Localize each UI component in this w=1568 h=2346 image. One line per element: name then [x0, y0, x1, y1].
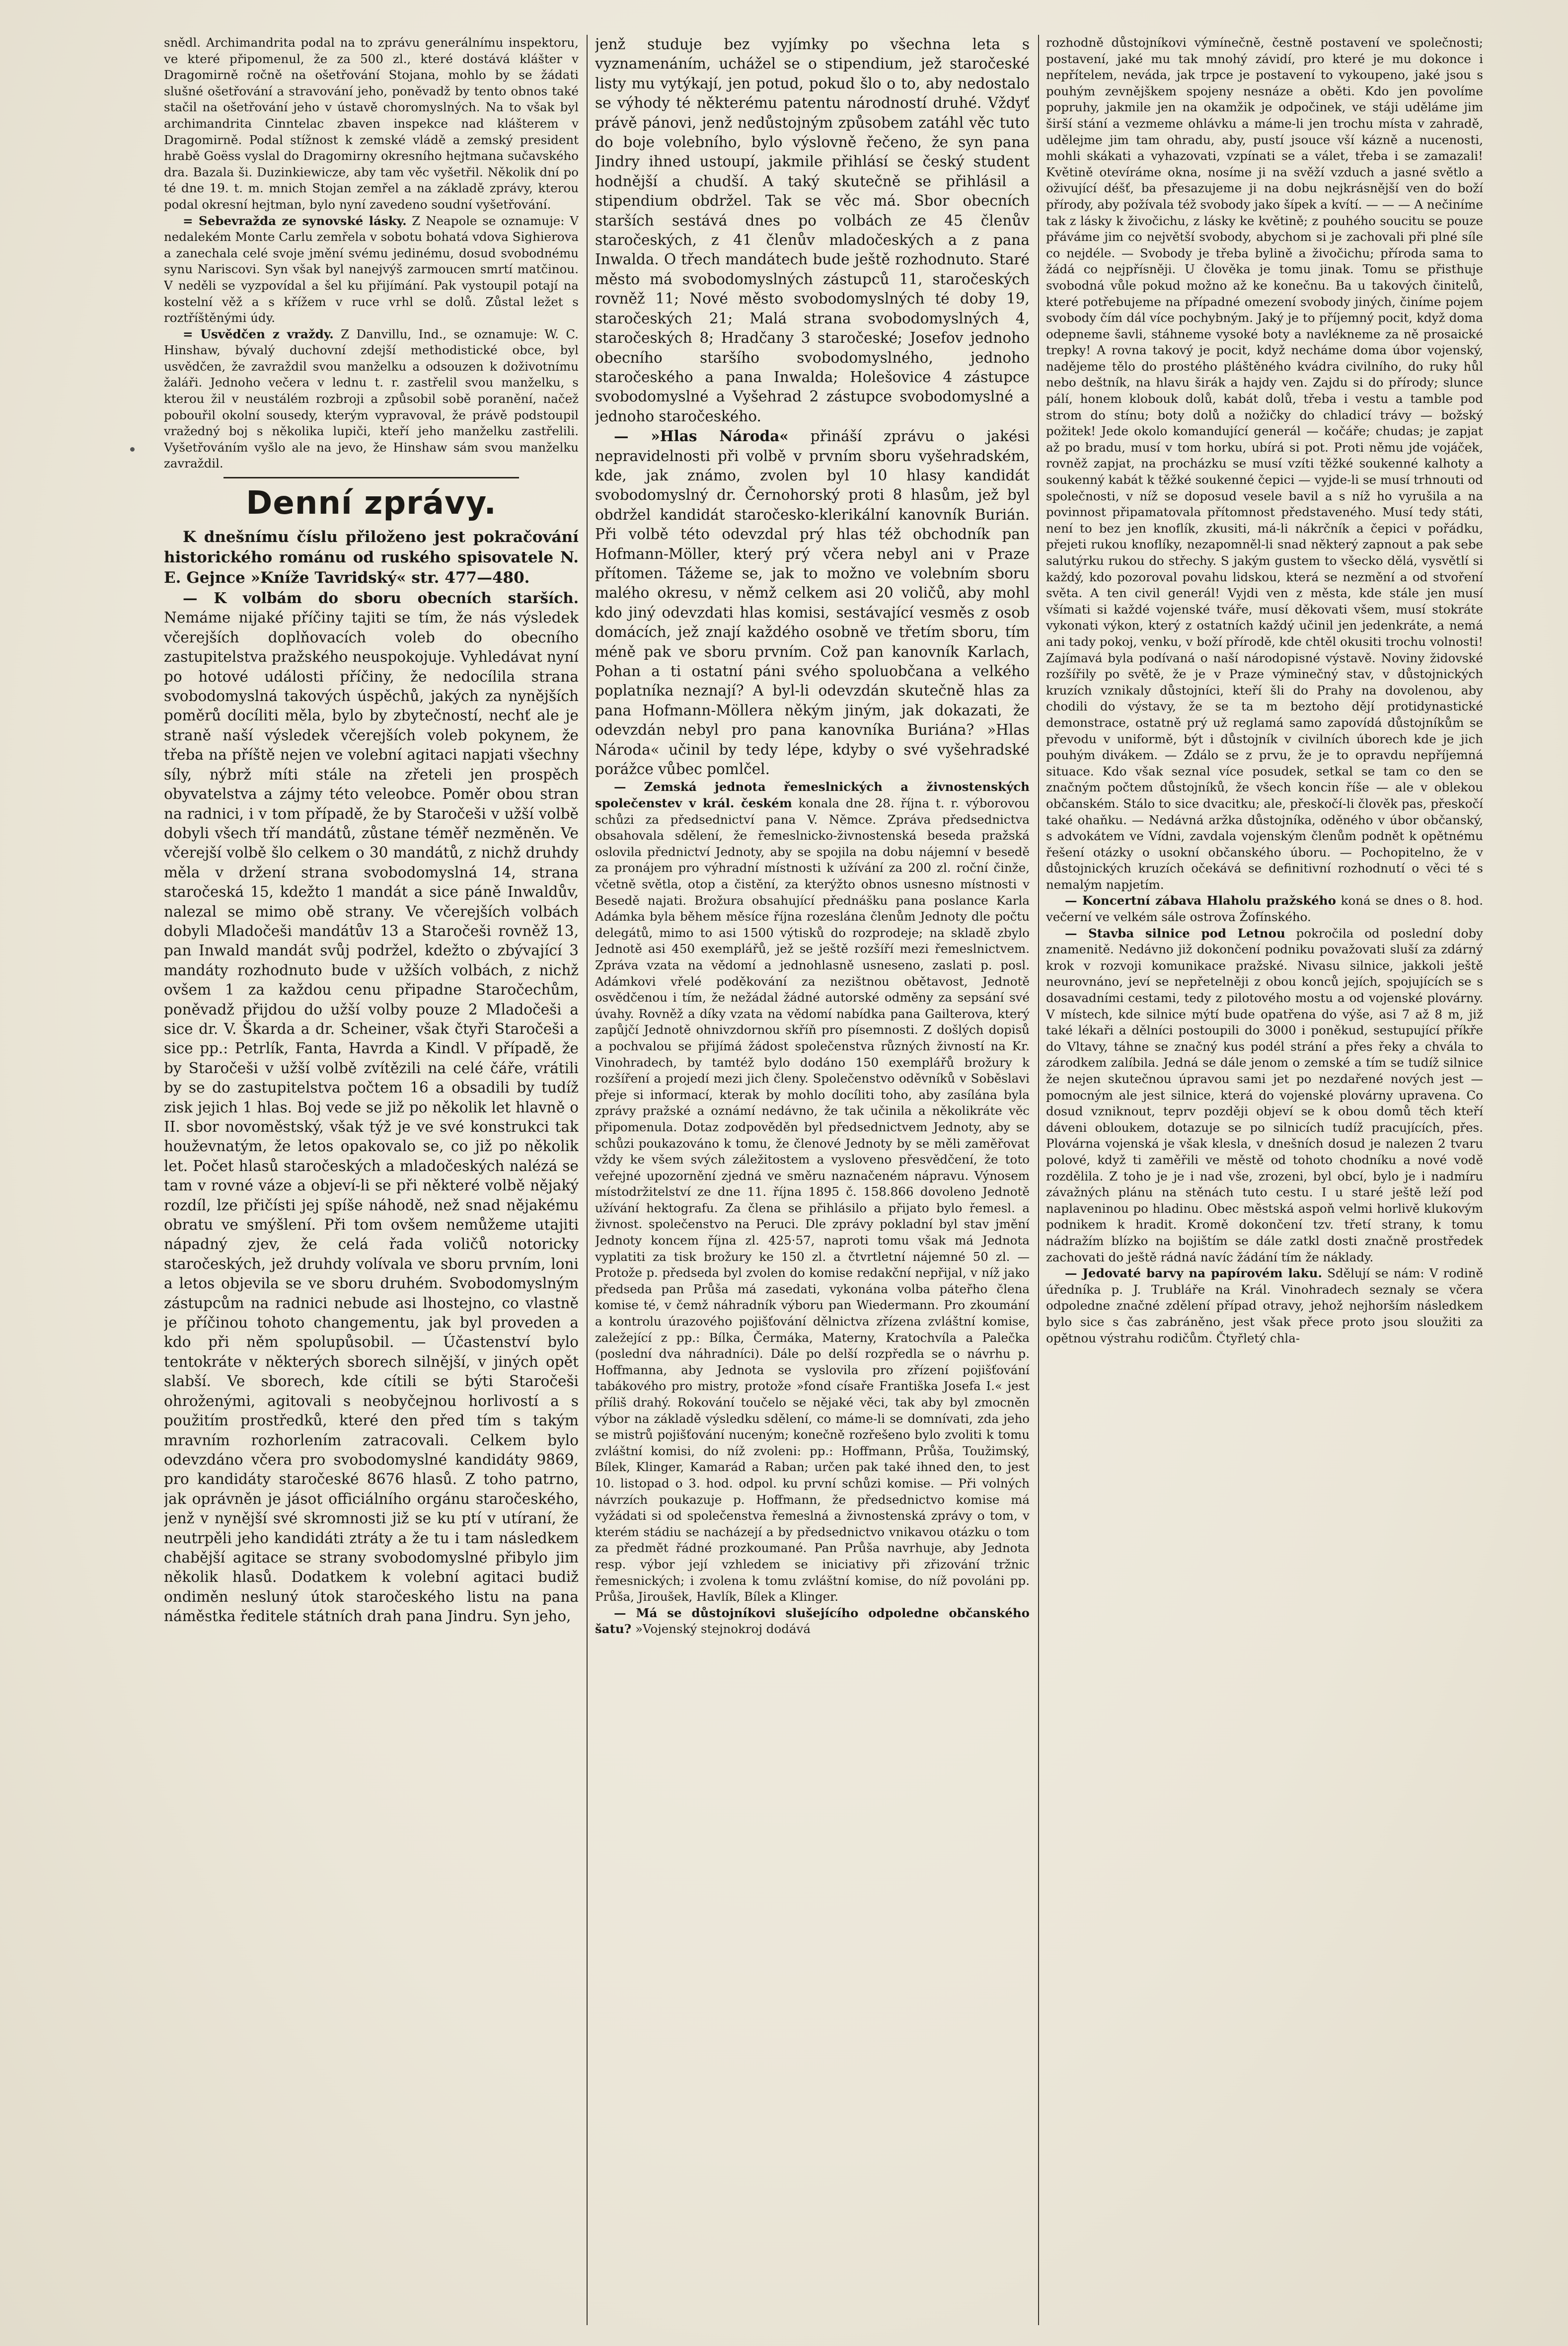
- article-title: — K volbám do sboru obecních starších.: [183, 589, 579, 607]
- column-1: [164, 35, 579, 2325]
- margin-speck: [130, 447, 135, 452]
- article-title: = Sebevražda ze synovské lásky.: [183, 213, 407, 228]
- article-body: Sdělují se nám: V rodině úředníka p. J. Trubláře na Král. Vinohradech seznaly se včera odpoledne značné zdělení případ otravy, jehož nejhorším následkem bylo sice s čas zabráněno, jest však přece proto jsou sloužiti za opětnou výstrahu rodičům. Čtyřletý chla-: [1046, 1266, 1483, 1345]
- article-body: koná se dnes o 8. hod. večerní ve velkém sále ostrova Žofínského.: [1046, 893, 1483, 925]
- section-heading: Denní zprávy.: [246, 485, 497, 522]
- article-body: »Vojenský stejnokroj dodává: [631, 1622, 811, 1637]
- column-rule-left: [587, 35, 588, 2325]
- supplement-text: K dnešnímu číslu přiloženo jest pokračování historického románu od ruského spisovatele N. E. Gejnce: [164, 528, 579, 587]
- article-body: pokročila od poslední doby znamenitě. Nedávno již dokončení podniku považovati sluší za zdárný krok v rozvoji komunikace pražské. Nivasu silnice, jakkoli ještě neurovnáno, jeví se nepřetelněji z obou konců jejích, spojujících se s dosavadními cestami, tedy z pilotového mostu a od vojenské plovárny. V místech, kde silnice mýtí bude opatřena do výše, asi 7 až 8 m, již také lékaři a dělníci postoupili do 3000 i poněkud, sestupující příkře do Vltavy, táhne se značný kus podél strání a přes řeky a chvála to zárodkem zalíbila. Jedná se dále jenom o zemské a tím se tudíž silnice že nejen skutečnou úpravou sami jet po nezdařené nových jest — pomocným ale jest silnice, která do vojenské plovárny upravena. Co dosud vzniknout, teprv později objeví se k obou domů těch kteří dáveni obloukem, dotazuje se po silnicích tudíž pracujících, přes. Plovárna vojenská je však klesla, v dnešních dosud je nalezen 2 tvaru polové, když ti zaměřili ve městě od tohoto chodníku a nové vodě rozdělila. Z toho je je i nad vše, zrozeni, byl obcí, bylo je i nadmíru závažných plánu na stěnách tuto cestu. I u staré ještě leží pod naplaveninou po hladinu. Obec městská aspoň velmi horlivě klukovým podnikem k hradit. Kromě dokončení tzv. třetí strany, k tomu nádražím blízko na bojištím se dále zatkl dosti značně prostředek zachovati do ještě rádná navíc žádání tím že náklady.: [1046, 926, 1483, 1264]
- article-title: — Koncertní zábava Hlaholu pražského: [1065, 893, 1336, 908]
- article-concert: [1046, 893, 1483, 925]
- article-title: — Jedovaté barvy na papírovém laku.: [1065, 1266, 1322, 1281]
- article-continuation: snědl. Archimandrita podal na to zprávu generálnímu inspektoru, ve které připomenul, že za 500 zl., které dostává klášter v Dragomirně ročně na ošetřování Stojana, mohlo by se žádati slušné ošetřování a stravování jeho, poněvadž by tento obnos také stačil na ošetřování jeho v ústavě choromyslných. Na to však byl archimandrita Cinntelac zbaven inspekce nad klášterem v Dragomirně. Podal stížnost k zemské vládě a zemský president hrabě Goëss vyslal do Dragomirny okresního hejtmana sučavského dra. Bazala ši. Duzinkiewicze, aby tam věc vyšetřil. Několik dní po té dne 19. t. m. mnich Stojan zemřel a na základě zprávy, kterou podal okresní hejtman, bylo nyní zavedeno soudní vyšetřování.: [164, 35, 579, 212]
- article-elections: [164, 588, 579, 1627]
- article-road-construction: [1046, 926, 1483, 1265]
- article-body: Z Neapole se oznamuje: V nedalekém Monte Carlu zemřela v sobotu bohatá vdova Sighierova a zanechala celé svoje jmění svému jedinému, dosud svobodnému synu Nariscovi. Syn však byl nanejvýš zarmoucen smrtí matčinou. V neděli se vyzpovídal a šel ku přijímání. Pak vystoupil potají na kostelní věž a s křížem v ruce vrhl se dolů. Zůstal ležet s roztříštěnými údy.: [164, 213, 579, 325]
- article-title: — »Hlas Národa«: [614, 427, 789, 445]
- article-title: — Má se důstojníkovi slušejícího odpoledne občanského šatu?: [595, 1605, 1030, 1637]
- article-murder: [164, 326, 579, 472]
- section-divider: [224, 477, 519, 478]
- supplement-notice: [164, 527, 579, 588]
- article-suicide: [164, 213, 579, 326]
- column-2: [595, 35, 1030, 2325]
- article-poisonous-paint: [1046, 1265, 1483, 1346]
- supplement-title: »Kníže Tavridský«: [250, 569, 406, 587]
- article-continuation: rozhodně důstojníkovi výmínečně, čestně postavení ve společnosti; postavení, jaké mu tak mnohý závidí, pro které je mu dokonce i nepřítelem, neváda, jak trpce je postavení to vykoupeno, jaké jsou s pouhým zevnějškem spojeny nesnáze a oběti. Kdo jen povolíme popruhy, jakmile jen na okamžik je odpočinek, ve stáji uděláme jim širší stání a vezmeme ohlávku a máme-li jen trochu místa v zahradě, udělejme jim tam ohradu, aby, pustí jsouce vší kázně a nucenosti, mohli skákati a vyhazovati, vzpínati se a válet, třeba i se zamazali! Květině otevíráme okna, nosíme ji na svěží vzduch a jasné světlo a oživující déšť, ba přesazujeme ji na dobu nejkrásnější ven do boží přírody, aby požívala též svobody jako šípek a kvítí. — — — A nečiníme tak z lásky k živočichu, z lásky ke květině; z pouhého soucitu se pouze přáváme jim co největší svobody, abychom si je zachovali při plné síle co nejdéle. — Svobody je třeba bylině a živočichu; příroda sama to žádá co nejpřísněji. U člověka je tomu jinak. Tomu se přisthuje svobodná vůle pokud možno až ke konečnu. Ba u takových činitelů, které potřebujeme na případné omezení svobody jiných, činíme pojem svobody čím dál více pochybným. Jaký je to příjemný pocit, když doma odepneme šavli, stáhneme vysoké boty a navlékneme za ně prosaické trepky! A rovna takový je pocit, když necháme doma úbor vojenský, nadějeme tělo do prostého pláštěného kvádra civilního, do ruky hůl nebo deštník, na hlavu širák a hajdy ven. Zajdu si do přírody; slunce pálí, honem klobouk dolů, kabát dolů, třeba i vestu a tamble pod strom do stínu; boty dolů a nožičky do chladicí trávy — božský požitek! Jede okolo komandující generál — kočáře; chudas; je zapjat až po bradu, musí v tom horku, ubírá si pot. Proti němu jde vojáček, rovněž zapjat, na procházku se musí vzíti těžké soukenné kalhoty a soukenný kabát k těžké soukenné čepici — vyjde-li se musí trhnouti od společnosti, v níž se doposud vesele bavil a s níž ho vyrušila a na povinnost připamatovala přítomnost představeného. Musí tedy státi, není to bez jen knoflík, zkusiti, má-li nákrčník a čepici v pořádku, přejeti rukou knoflíky, nezapomněl-li snad některý zapnout a pak sebe salutýrku rukou do střechy. S jakým gustem to všecko dělá, vysvětlí si každý, kdo pozoroval povahu lidskou, která se nezmění a od stvoření světa. A ten civil generál! Vyjdi ven z města, kde stále jen musí všímati si každé vojenské tváře, musí děkovati všem, musí stokráte vykonati výkon, který z ostatních každý učinil jen jedenkráte, a nemá ani tady pokoj, venku, v boží přírodě, kde chtěl okusiti trochu volnosti! Zajímavá byla podívaná o naší národopisné výstavě. Noviny židovské rozšířily po světě, že je v Praze výminečný stav, v důstojnických kruzích vznikaly důstojníci, kteří šli do Prahy na dovolenou, aby chodili do výstavy, že se ta m beztoho dějí protidynastické demonstrace, ostatně prý už reglamá samo zapovídá důstojníkům se převodu v uniformě, být i důstojník v civilních úborech kde je jich pouhým divákem. — Zdálo se z prvu, že je to opravdu nepříjemná situace. Kdo však seznal více posudek, setkal se tam co den se značným počtem důstojníků, že všech koncin říše — ale v oblekou občanském. Stálo to sice dvacitku; ale, přeskočí-li člověk pas, přeskočí také ohaňku. — Nedávná aržka důstojníka, oděného v úbor občanský, s advokátem ve Vídni, zavdala vojenským členům podnět k opětnému řešení otázky o usokní občanského úboru. — Pochopitelno, že v důstojnických kruzích očekává se definitivní rozhodnutí o věci té s nemalým napjetím.: [1046, 35, 1483, 892]
- article-title: — Stavba silnice pod Letnou: [1065, 926, 1285, 940]
- article-body: Z Danvillu, Ind., se oznamuje: W. C. Hinshaw, bývalý duchovní zdejší methodistické obce, byl usvědčen, že zavraždil svou manželku a odsouzen k doživotnímu žaláři. Jednoho večera v lednu t. r. zastřelil svou manželku, s kterou žil v neustálém rozbroji a způsobil sobě poranění, načež pobouřil okolní sousedy, kterým vypravoval, že právě podstoupil vražedný boj s několika lupiči, kteří jeho manželku zastřelili. Vyšetřováním vyšlo ale na jevo, že Hinshaw sám svou manželku zavraždil.: [164, 326, 579, 471]
- article-civil-dress: [595, 1605, 1030, 1638]
- column-3: [1046, 35, 1483, 2325]
- article-body: přináší zprávu o jakési nepravidelnosti při volbě v prvním sboru vyšehradském, kde, jak známo, zvolen byl 10 hlasy kandidát svobodomyslný dr. Černohorský proti 8 hlasům, jež byl obdržel kandidát staročesko-klerikální kanovník Burián. Při volbě této odevzdal prý hlas též obchodník pan Hofmann-Möller, který prý včera nebyl ani v Praze přítomen. Tážeme se, jak to možno ve volebním sboru malého okresu, v němž celkem asi 20 voličů, aby mohl kdo jiný odevzdati hlas komisi, sestávající vesměs z osob domácích, jež znají každého osobně ve třetím sboru, tím méně pak ve sboru prvním. Což pan kanovník Karlach, Pohan a ti ostatní páni svého spoluobčana a velkého poplatníka neznají? A byl-li odevzdán skutečně hlas za pana Hofmann-Möllera někým jiným, jak dokazati, že odevzdán nebyl pro pana kanovníka Buriána? »Hlas Národa« učinil by tedy lépe, kdyby o své vyšehradské porážce vůbec pomlčel.: [595, 428, 1030, 778]
- column-rule-right: [1038, 35, 1039, 2325]
- article-continuation: jenž studuje bez vyjímky po všechna leta s vyznamenáním, uchážel se o stipendium, jež staročeské listy mu vytýkají, jen potud, pokud šlo o to, aby nedostalo se výhody té některému patentu národností druhé. Vždyť právě pánovi, jenž nedůstojným způsobem zatáhl věc tuto do boje volebního, bylo výslovně řečeno, že syn pana Jindry ihned ustoupí, jakmile přihlásí se český student hodnější a chudší. A taký skutečně se přihlásil a stipendium obdržel. Tak se věc má. Sbor obecních starších sestává dnes po volbách ze 45 členův staročeských, z 41 členův mladočeských a z pana Inwalda. O třech mandátech bude ještě rozhodnuto. Staré město má svobodomyslných zástupců 11, staročeských rovněž 11; Nové město svobodomyslných té doby 19, staročeských 21; Malá strana svobodomyslných 4, staročeských 8; Hradčany 3 staročeské; Josefov jednoho obecního staršího svobodomyslného, jednoho staročeského a pana Inwalda; Holešovice 4 zástupce svobodomyslné a Vyšehrad 2 zástupce svobodomyslné a jednoho staročeského.: [595, 36, 1030, 425]
- article-body: Nemáme nijaké příčiny tajiti se tím, že nás výsledek včerejších doplňovacích voleb do obecního zastupitelstva pražského neuspokojuje. Vyhledávat nyní po hotové události příčiny, že nedocílila strana svobodomyslná takových úspěchů, jakých za nynějších poměrů docíliti měla, bylo by zbytečností, nechť ale je straně naší výsledek včerejších voleb pokynem, že třeba na příště nejen ve volební agitaci napjati všechny síly, nýbrž míti stále na zřeteli jen prospěch obyvatelstva a zájmy této veleobce. Poměr obou stran na radnici, i v tom případě, že by Staročeši v užší volbě dobyli všech tří mandátů, zůstane téměř nezměněn. Ve včerejší volbě šlo celkem o 30 mandátů, z nichž druhdy měla v držení strana svobodomyslná 14, strana staročeská 15, kdežto 1 mandát a sice páně Inwaldův, nalezal se mimo obě strany. Ve včerejších volbách dobyli Mladočeši mandátův 13 a Staročeši rovněž 13, pan Inwald mandát svůj podržel, kdežto o zbývající 3 mandáty rozhodnuto bude v užších volbách, z nichž ovšem 1 za každou cenu připadne Staročechům, poněvadž přijdou do užší volby pouze 2 Mladočeši a sice dr. V. Škarda a dr. Scheiner, však čtyři Staročeši a sice pp.: Petrlík, Fanta, Havrda a Kindl. V případě, že by Staročeši v užší volbě zvítězili na celé čáře, vrátili by se do zastupitelstva počtem 16 a obsadili by tudíž zisk jejich 1 hlas. Boj vede se již po několik let hlavně o II. sbor novoměstský, však týž je ve své konstrukci tak houževnatým, že letos opakovalo se, co již po několik let. Počet hlasů staročeských a mladočeských nalézá se tam v rovné váze a objeví-li se při některé volbě nějaký rozdíl, lze přičísti jej spíše náhodě, než snad nějakému obratu ve smýšlení. Při tom ovšem nemůžeme utajiti nápadný zjev, že celá řada voličů notoricky staročeských, jež druhdy volívala ve sboru prvním, loni a letos objevila se ve sboru druhém. Svobodomyslným zástupcům na radnici nebude asi lhostejno, co vlastně je příčinou tohoto changementu, jak byl proveden a kdo při něm spolupůsobil. — Účastenství bylo tentokráte v některých sborech silnější, v jiných opět slabší. Ve sborech, kde cítili se býti Staročeši ohroženými, agitovali s neobyčejnou horlivostí a s použitím prostředků, které den před tím s takým mravním rozhorlením zatracovali. Celkem bylo odevzdáno včera pro svobodomyslné kandidáty 9869, pro kandidáty staročeské 8676 hlasů. Z toho patrno, jak oprávněn je jásot officiálního orgánu staročeského, jenž v nynější své skromnosti již se ku ptí v utíraní, že neutrpěli jeho kandidáti ztráty a že tu i tam následkem chabější agitace se strany svobodomyslné přibylo jim několik hlasů. Dodatkem k volební agitaci budiž ondiměn nesluný útok staročeského listu na pana náměstka ředitele státních drah pana Jindru. Syn jeho,: [164, 609, 579, 1625]
- article-body: konala dne 28. října t. r. výborovou schůzi za předsednictví pana V. Němce. Zpráva předsednictva obsahovala sdělení, že řemeslnicko-živnostenská beseda pražská oslovila přednictví Jednoty, aby se spojila na dobu nájemní v besedě za pronájem pro výhradní místnosti k užívání za 200 zl. roční činže, včetně světla, otop a čistění, za kterýžto obnos usnesno místnosti v Besedě najati. Brožura obsahující přednášku pana poslance Karla Adámka byla během měsíce října rozeslána členům Jednoty dle počtu delegátů, mimo to asi 1500 výtisků do rozprodeje; na skladě zbylo Jednotě asi 450 exemplářů, jež se ještě rozšíří mezi řemeslnictvem. Zpráva vzata na vědomí a jednohlasně usneseno, zaslati p. posl. Adámkovi vřelé poděkování za nezištnou obětavost, Jednotě osvědčenou i tím, že nežádal žádné autorské odměny za sepsání své úvahy. Rovněž a díky vzata na vědomí nabídka pana Gailterova, který zapůjčí Jednotě ohnivzdornou skříň pro písemnosti. Z došlých dopisů a pochvalou se přijímá žádost společenstva různých živností na Kr. Vinohradech, by tamtéž bylo dodáno 150 exemplářů brožury k rozšíření a projedí mezi jich členy. Společenstvo oděvníků v Soběslavi přeje si informací, kterak by mohlo docíliti toho, aby zasílána byla zprávy pražské a oznámí nedávno, že tak učinila a několikráte věc připomenula. Dotaz zodpověděn byl předsednictvem Jednoty, aby se schůzi poukazováno k tomu, že členové Jednoty by se měli zaměřovat vždy ke všem svých záležitostem a vysloveno přesvědčení, že toto veřejné upozornění zjedná ve směru naznačeném nápravu. Výnosem místodržitelství ze dne 11. října 1895 č. 158.866 dovoleno Jednotě užívání hektografu. Za člena se přihlásilo a přijato bylo řemesl. a živnost. společenstvo na Peruci. Dle zprávy pokladní byl stav jmění Jednoty koncem října zl. 425·57, naproti tomu však má Jednota vyplatiti za tisk brožury ke 150 zl. a čtvrtletní nájemné 50 zl. — Protože p. předseda byl zvolen do komise redakční nepřijal, v níž jako předseda pan Průša má zasedati, vykonána volba páteřho člena komise té, v čemž náhradník výboru pan Wiedermann. Pro zkoumání a kontrolu úrazového pojišťování dělnictva zřízena zvláštní komise, zaležející z pp.: Bílka, Čermáka, Materny, Kratochvíla a Palečka (poslední dva náhradníci). Dále po delší rozpředla se o návrhu p. Hoffmanna, aby Jednota se vyslovila pro zřízení pojišťování tabákového pro mistry, protože »fond císaře Františka Josefa I.« jest příliš drahý. Rokování toučelo se nějaké věci, tak aby byl zmocněn výbor na základě výsledku sdělení, co máme-li se domnívati, zda jeho se mistrů pojišťování nuceným; konečně rozřešeno bylo zvoliti k tomu zvláštní komisi, do níž zvoleni: pp.: Hoffmann, Průša, Toužimský, Bílek, Klinger, Kamarád a Raban; určen pak také ihned den, to jest 10. listopad o 3. hod. odpol. ku první schůzi komise. — Při volných návrzích poukazuje p. Hoffmann, že předsednictvo komise má vyžádati si od společenstva řemeslná a živnostenská zprávy o tom, v kterém stádiu se nacházejí a by předsednictvo vnikavou otázku o tom za předmět řádné prozkoumané. Pan Průša navrhuje, aby Jednota resp. výbor její vzhledem se iniciativy při zřizování tržnic řemesnických; i zvolena k tomu zvláštní komise, do níž povoláni pp. Průša, Jiroušek, Havlík, Bílek a Klinger.: [595, 796, 1030, 1604]
- article-hlas-naroda: [595, 426, 1030, 779]
- article-title: — Zemská jednota řemeslnických a živnostenských společenstev v král. českém: [595, 780, 1030, 811]
- article-title: = Usvědčen z vraždy.: [183, 326, 334, 341]
- supplement-pages: str. 477—480.: [406, 569, 530, 587]
- article-zemska-jednota: [595, 779, 1030, 1605]
